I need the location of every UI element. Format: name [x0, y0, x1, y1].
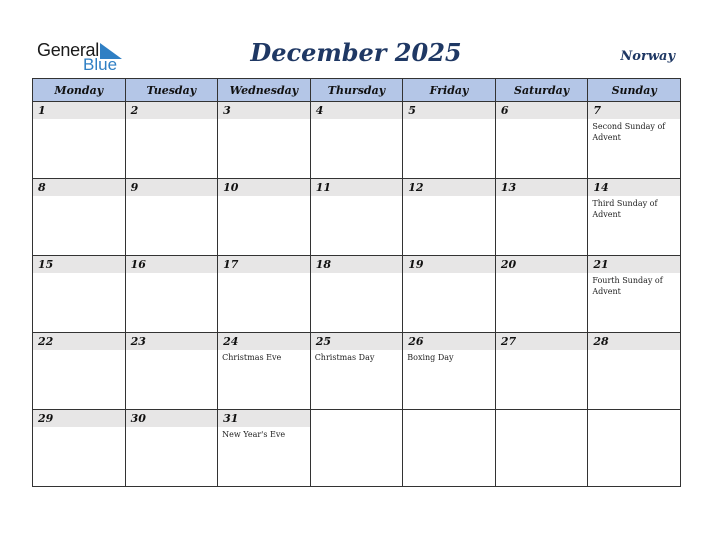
day-cell	[588, 256, 681, 333]
day-cell	[218, 410, 311, 487]
day-number: 22	[33, 333, 125, 350]
day-cell	[403, 410, 496, 487]
calendar-grid	[32, 78, 681, 487]
day-cell	[125, 102, 218, 179]
day-cell	[495, 179, 588, 256]
day-number: 12	[403, 179, 495, 196]
day-number: 9	[126, 179, 218, 196]
weekday-header: Tuesday	[125, 79, 218, 102]
day-cell	[33, 256, 126, 333]
weekday-header: Sunday	[588, 79, 681, 102]
day-number: 1	[33, 102, 125, 119]
day-cell	[310, 410, 403, 487]
week-row	[33, 256, 681, 333]
day-number: 4	[311, 102, 403, 119]
day-cell	[125, 179, 218, 256]
holiday-label: Second Sunday of Advent	[592, 122, 666, 142]
day-number: 20	[496, 256, 588, 273]
day-number: 28	[588, 333, 680, 350]
day-number: 31	[218, 410, 310, 427]
day-number: 14	[588, 179, 680, 196]
holiday-label: Christmas Day	[314, 353, 375, 362]
day-cell	[33, 333, 126, 410]
weekday-header: Friday	[403, 79, 496, 102]
day-cell	[495, 410, 588, 487]
weekday-header: Saturday	[495, 79, 588, 102]
day-cell	[33, 179, 126, 256]
day-number: 3	[218, 102, 310, 119]
day-number: 17	[218, 256, 310, 273]
weekday-header-row	[33, 79, 681, 102]
day-cell	[310, 256, 403, 333]
country-label: Norway	[620, 49, 675, 64]
day-number: 6	[496, 102, 588, 119]
day-cell	[218, 102, 311, 179]
week-row	[33, 333, 681, 410]
day-number: 18	[311, 256, 403, 273]
day-number: 27	[496, 333, 588, 350]
week-row	[33, 102, 681, 179]
weekday-header: Thursday	[310, 79, 403, 102]
day-cell	[588, 410, 681, 487]
day-cell	[588, 179, 681, 256]
day-cell	[495, 256, 588, 333]
day-cell	[218, 333, 311, 410]
day-cell	[33, 102, 126, 179]
day-cell	[310, 179, 403, 256]
day-number: 8	[33, 179, 125, 196]
day-cell	[125, 256, 218, 333]
day-cell	[218, 256, 311, 333]
day-number: 30	[126, 410, 218, 427]
day-cell	[403, 179, 496, 256]
day-cell	[33, 410, 126, 487]
holiday-label: Fourth Sunday of Advent	[592, 276, 663, 296]
weekday-header: Monday	[33, 79, 126, 102]
day-cell	[495, 333, 588, 410]
holiday-label: Boxing Day	[407, 353, 454, 362]
weekday-header: Wednesday	[218, 79, 311, 102]
holiday-label: Third Sunday of Advent	[592, 199, 658, 219]
day-number: 23	[126, 333, 218, 350]
day-cell	[588, 102, 681, 179]
day-number: 25	[311, 333, 403, 350]
day-cell	[310, 102, 403, 179]
day-number: 21	[588, 256, 680, 273]
day-number: 15	[33, 256, 125, 273]
day-number: 13	[496, 179, 588, 196]
day-cell	[403, 333, 496, 410]
day-cell	[495, 102, 588, 179]
day-number: 24	[218, 333, 310, 350]
day-number: 2	[126, 102, 218, 119]
day-cell	[403, 102, 496, 179]
day-number: 29	[33, 410, 125, 427]
holiday-label: New Year's Eve	[222, 430, 286, 439]
day-cell	[403, 256, 496, 333]
day-number: 11	[311, 179, 403, 196]
page-title: December 2025	[250, 38, 462, 67]
day-number: 7	[588, 102, 680, 119]
day-number: 19	[403, 256, 495, 273]
day-cell	[588, 333, 681, 410]
day-cell	[125, 333, 218, 410]
day-number: 26	[403, 333, 495, 350]
logo-text-general: General	[37, 40, 99, 60]
logo-text-blue: Blue	[83, 55, 118, 74]
day-number: 5	[403, 102, 495, 119]
day-cell	[125, 410, 218, 487]
week-row	[33, 179, 681, 256]
day-number: 16	[126, 256, 218, 273]
week-row	[33, 410, 681, 487]
day-cell	[218, 179, 311, 256]
day-number: 10	[218, 179, 310, 196]
holiday-label: Christmas Eve	[222, 353, 282, 362]
day-cell	[310, 333, 403, 410]
